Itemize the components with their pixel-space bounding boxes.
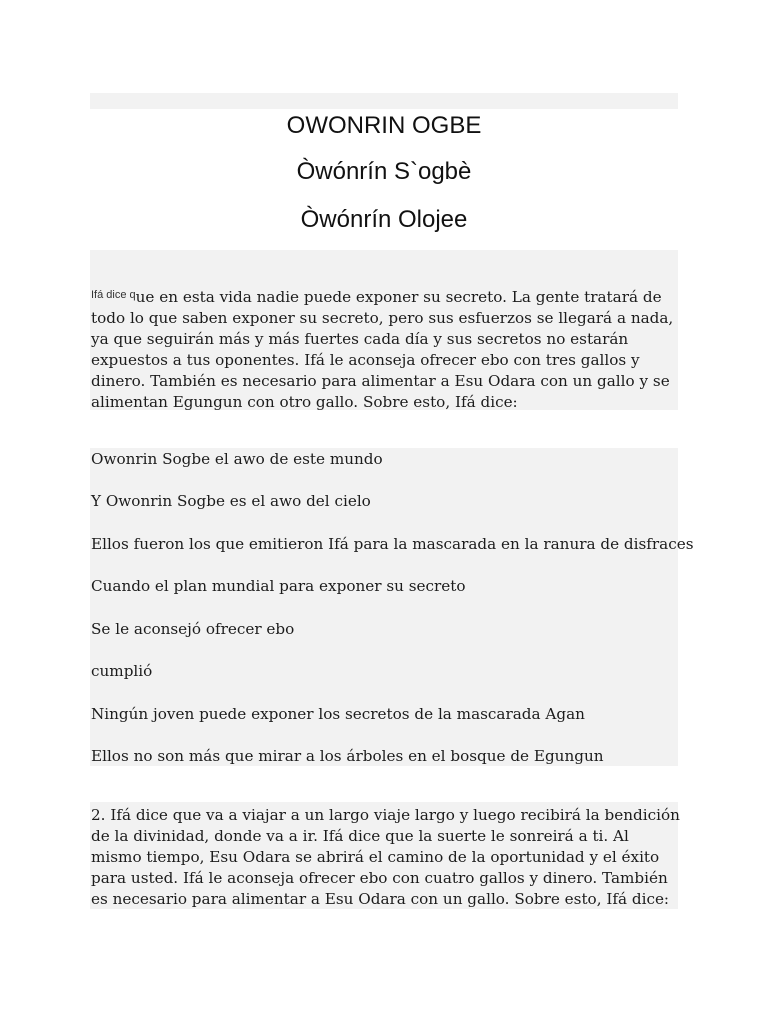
verse-line: Owonrin Sogbe el awo de este mundo: [91, 450, 383, 468]
verse-line: Cuando el plan mundial para exponer su secreto: [91, 577, 466, 595]
page-title: OWONRIN OGBE: [286, 112, 482, 139]
intro-paragraph: [91, 285, 681, 413]
intro-text: ue en esta vida nadie puede exponer su secreto. La gente tratará de todo lo que saben exponer su secreto, pero sus esfuerzos se llegará a nada, ya que seguirán más y más fuertes cada día y sus secretos no estarán expuestos a tus oponentes. Ifá le aconseja ofrecer ebo con tres gallos y dinero. También es necesario para alimentar a Esu Odara con un gallo y se alimentan Egungun con otro gallo. Sobre esto, Ifá dice:: [91, 288, 674, 411]
verse-line: Y Owonrin Sogbe es el awo del cielo: [91, 492, 371, 510]
verse-line: Ningún joven puede exponer los secretos de la mascarada Agan: [91, 705, 585, 723]
title-band-top: [90, 93, 678, 109]
verse-line: cumplió: [91, 662, 153, 680]
verse-line: Ellos fueron los que emitieron Ifá para la mascarada en la ranura de disfraces: [91, 535, 694, 553]
page-subtitle-1: Òwónrín S`ogbè: [296, 158, 472, 185]
verse-line: Ellos no son más que mirar a los árboles en el bosque de Egungun: [91, 747, 604, 765]
intro-lead: Ifá dice q: [91, 289, 136, 301]
section2-paragraph: 2. Ifá dice que va a viajar a un largo viaje largo y luego recibirá la bendición de la divinidad, donde va a ir. Ifá dice que la suerte le sonreirá a ti. Al mismo tiempo, Esu Odara se abrirá el camino de la oportunidad y el éxito para usted. Ifá le aconseja ofrecer ebo con cuatro gallos y dinero. También es necesario para alimentar a Esu Odara con un gallo. Sobre esto, Ifá dice:: [91, 806, 680, 908]
verse-line: Se le aconsejó ofrecer ebo: [91, 620, 295, 638]
page-subtitle-2: Òwónrín Olojee: [300, 206, 468, 233]
